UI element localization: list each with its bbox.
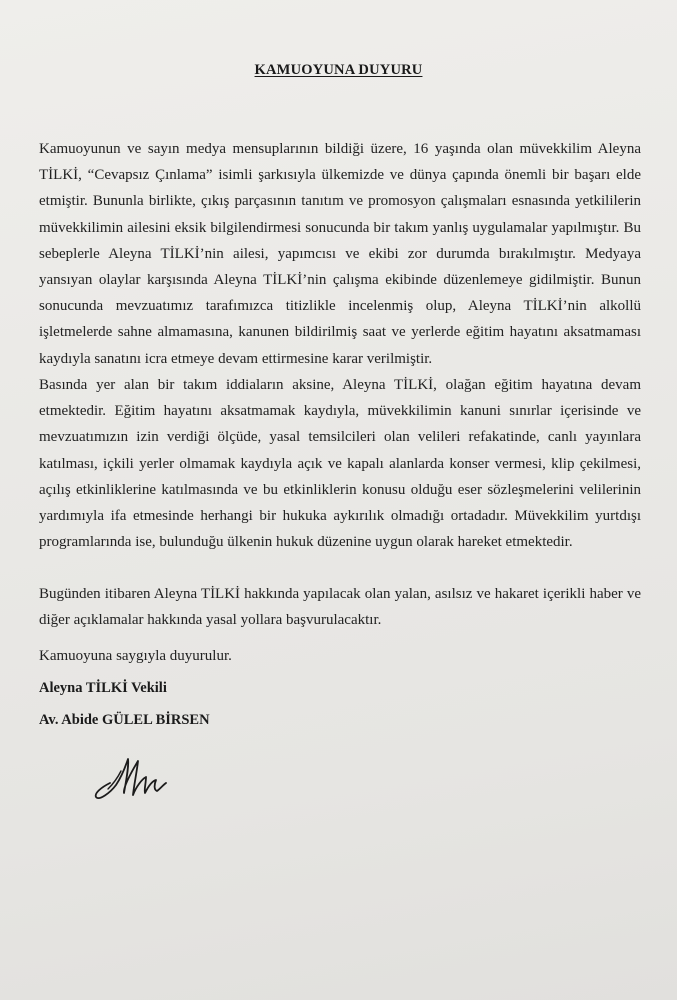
signatory-role: Aleyna TİLKİ Vekili — [39, 680, 167, 696]
handwritten-signature — [88, 745, 188, 803]
paragraph-4-container — [39, 643, 641, 669]
paragraph-1-container — [39, 136, 641, 372]
paragraph-2-container — [39, 372, 641, 555]
paragraph-3: Bugünden itibaren Aleyna TİLKİ hakkında yapılacak olan yalan, asılsız ve hakaret içerikli haber ve diğer açıklamalar hakkında yasal yollara başvurulacaktır. — [39, 586, 641, 629]
signature-stroke-1 — [96, 759, 166, 798]
signatory-name: Av. Abide GÜLEL BİRSEN — [39, 712, 210, 728]
paragraph-2: Basında yer alan bir takım iddiaların aksine, Aleyna TİLKİ, olağan eğitim hayatına devam etmektedir. Eğitim hayatını aksatmamak kaydıyla, müvekkilimin kanuni sınırlar içerisinde ve mevzuatımızın izin verdiği ölçüde, yasal temsilcileri olan velileri refakatinde, canlı yayınlara katılması, içkili yerler olmamak kaydıyla açık ve kapalı alanlarda konser vermesi, klip çekilmesi, açılış etkinliklerine katılmasında ve bu etkinliklerin konusu olduğu eser sözleşmelerini velilerinin yardımıyla ifa etmesinde herhangi bir hukuka aykırılık olmadığı ortadadır. Müvekkilim yurtdışı programlarında ise, bulunduğu ülkenin hukuk düzenine uygun olarak hareket etmektedir. — [39, 377, 641, 551]
closing-line: Kamuoyuna saygıyla duyurulur. — [39, 648, 232, 664]
paragraph-3-container — [39, 581, 641, 633]
document-title: KAMUOYUNA DUYURU — [254, 62, 423, 78]
paragraph-1: Kamuoyunun ve sayın medya mensuplarının bildiği üzere, 16 yaşında olan müvekkilim Aleyna TİLKİ, “Cevapsız Çınlama” isimli şarkısıyla ülkemizde ve dünya çapında önemli bir başarı elde etmiştir. Bununla birlikte, çıkış parçasının tanıtım ve promosyon çalışmaları esnasında yetkililerin müvekkilimin ailesini eksik bilgilendirmesi sonucunda bir takım yanlış uygulamalar yapılmıştır. Bu sebeplerle Aleyna TİLKİ’nin ailesi, yapımcısı ve ekibi zor durumda bırakılmıştır. Medyaya yansıyan olaylar karşısında Aleyna TİLKİ’nin çalışma ekibinde düzenlemeye gidilmiştir. Bunun sonucunda mevzuatımız tarafımızca titizlikle incelenmiş olup, Aleyna TİLKİ’nin alkollü işletmelerde sahne almamasına, kanunen bildirilmiş saat ve yerlerde eğitim hayatını aksatmaması kaydıyla sanatını icra etmeye devam ettirmesine karar verilmiştir. — [39, 141, 641, 367]
